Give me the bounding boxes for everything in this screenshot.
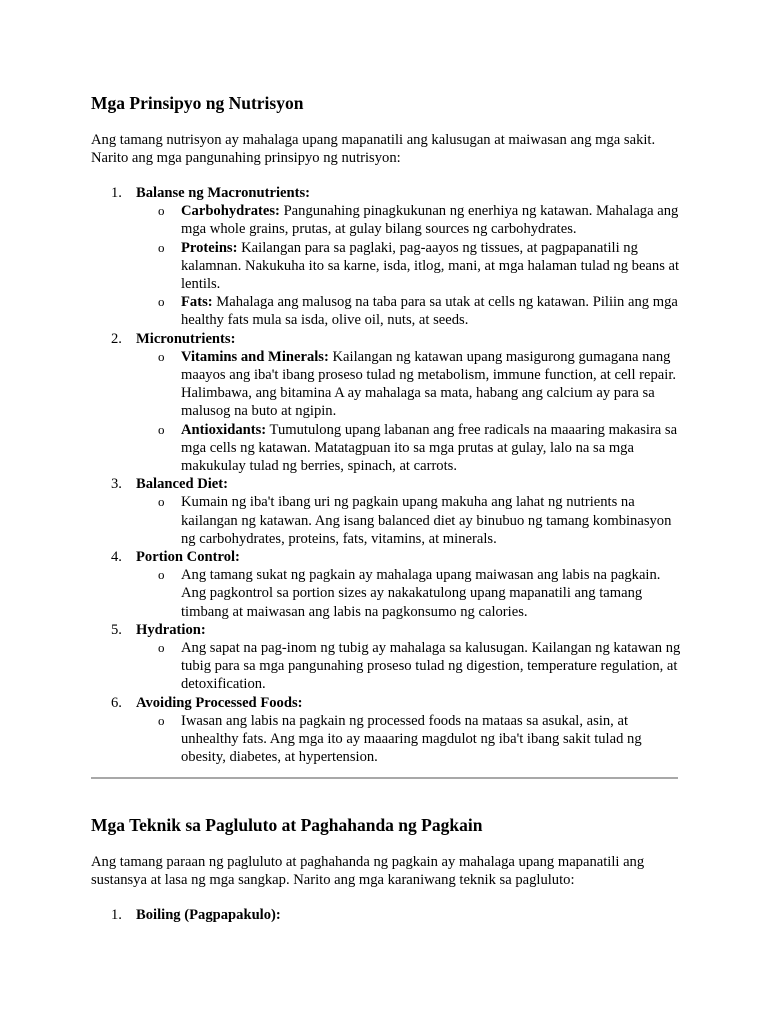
- sub-term: Carbohydrates:: [181, 203, 280, 220]
- list-item-hydration: [91, 621, 681, 694]
- bullet-icon: o: [158, 348, 165, 364]
- sub-text: Iwasan ang labis na pagkain ng processed foods na mataas sa asukal, asin, at unhealthy fats. Ang mga ito ay maaaring magdulot ng iba't ibang sakit tulad ng obesity, diabetes, at hypertension.: [181, 712, 642, 766]
- section-title-nutrition-principles: Mga Prinsipyo ng Nutrisyon: [91, 93, 304, 113]
- sub-text: Kailangan para sa paglaki, pag-aayos ng tissues, at pagpapanatili ng kalamnan. Nakukuha ito sa karne, isda, itlog, mani, at mga halaman tulad ng beans at lentils.: [181, 239, 680, 293]
- list-number: 6.: [111, 694, 122, 711]
- list-item-balanced-diet: [91, 475, 681, 548]
- nutrition-principles-list: [91, 184, 681, 767]
- cooking-techniques-list: [91, 906, 681, 924]
- bullet-icon: o: [158, 494, 165, 510]
- list-item-macronutrients: [91, 184, 681, 330]
- list-heading: Portion Control:: [136, 549, 240, 566]
- list-heading: Avoiding Processed Foods:: [136, 694, 303, 711]
- section-intro: Ang tamang nutrisyon ay mahalaga upang mapanatili ang kalusugan at maiwasan ang mga sakit. Narito ang mga pangunahing prinsipyo ng nutrisyon:: [91, 132, 656, 167]
- list-item-micronutrients: [91, 330, 681, 476]
- sub-term: Proteins:: [181, 239, 238, 256]
- sub-item-carbohydrates: [136, 202, 681, 238]
- bullet-icon: o: [158, 567, 165, 583]
- sub-item-proteins: [136, 239, 681, 294]
- sub-term: Antioxidants:: [181, 421, 267, 438]
- list-heading: Boiling (Pagpapakulo):: [136, 907, 281, 923]
- list-number: 5.: [111, 621, 122, 638]
- sub-text: Mahalaga ang malusog na taba para sa utak at cells ng katawan. Piliin ang mga healthy fats mula sa isda, olive oil, nuts, at seeds.: [181, 294, 678, 329]
- list-heading: Balanced Diet:: [136, 476, 229, 493]
- sub-item-vitamins-minerals: [136, 348, 681, 421]
- list-number: 2.: [111, 330, 122, 347]
- sub-item-antioxidants: [136, 421, 681, 476]
- list-item-avoiding-processed-foods: [91, 694, 681, 767]
- sub-term: Fats:: [181, 294, 213, 311]
- sub-term: Vitamins and Minerals:: [181, 348, 329, 365]
- sub-text: Tumutulong upang labanan ang free radicals na maaaring makasira sa mga cells ng katawan. Matatagpuan ito sa mga prutas at gulay, lalo na sa mga makukulay tulad ng berries, spinach, at carrots.: [181, 421, 678, 475]
- bullet-icon: o: [158, 294, 165, 310]
- list-heading: Micronutrients:: [136, 330, 236, 347]
- list-number: 1.: [111, 185, 122, 201]
- list-item-portion-control: [91, 548, 681, 621]
- horizontal-divider: [91, 777, 678, 779]
- sub-text: Pangunahing pinagkukunan ng enerhiya ng katawan. Mahalaga ang mga whole grains, prutas, at gulay bilang sources ng carbohydrates.: [181, 203, 679, 238]
- sub-item: [136, 493, 681, 548]
- list-heading: Hydration:: [136, 621, 206, 638]
- bullet-icon: o: [158, 712, 165, 728]
- section-title-cooking-techniques: Mga Teknik sa Pagluluto at Paghahanda ng Pagkain: [91, 815, 483, 835]
- list-number: 1.: [111, 907, 122, 923]
- list-heading: Balanse ng Macronutrients:: [136, 185, 311, 201]
- bullet-icon: o: [158, 421, 165, 437]
- list-number: 4.: [111, 549, 122, 566]
- sub-text: Kumain ng iba't ibang uri ng pagkain upang makuha ang lahat ng nutrients na kailangan ng katawan. Ang isang balanced diet ay binubuo ng tamang kombinasyon ng carbohydrates, proteins, fats, vitamins, at minerals.: [181, 494, 672, 547]
- section-intro: Ang tamang paraan ng pagluluto at paghahanda ng pagkain ay mahalaga upang mapanatili ang sustansya at lasa ng mga sangkap. Narito ang mga karaniwang teknik sa pagluluto:: [91, 854, 645, 889]
- sub-text: Ang sapat na pag-inom ng tubig ay mahalaga sa kalusugan. Kailangan ng katawan ng tubig para sa mga pangunahing proseso tulad ng digestion, temperature regulation, at detoxification.: [181, 640, 681, 693]
- bullet-icon: o: [158, 239, 165, 255]
- sub-item-fats: [136, 293, 681, 329]
- sub-item: [136, 712, 681, 767]
- sub-text: Kailangan ng katawan upang masigurong gumagana nang maayos ang iba't ibang proseso tulad ng metabolism, immune function, at cell repair. Halimbawa, ang bitamina A ay mahalaga sa mata, habang ang calcium ay para sa malusog na buto at ngipin.: [181, 348, 677, 420]
- sub-text: Ang tamang sukat ng pagkain ay mahalaga upang maiwasan ang labis na pagkain. Ang pagkontrol sa portion sizes ay nakakatulong upang mapanatili ang tamang timbang at maiwasan ang labis na pagkonsumo ng calories.: [181, 567, 661, 620]
- bullet-icon: o: [158, 203, 165, 219]
- sub-item: [136, 566, 681, 621]
- list-item-boiling: [91, 906, 681, 924]
- sub-item: [136, 639, 681, 694]
- list-number: 3.: [111, 476, 122, 493]
- bullet-icon: o: [158, 640, 165, 656]
